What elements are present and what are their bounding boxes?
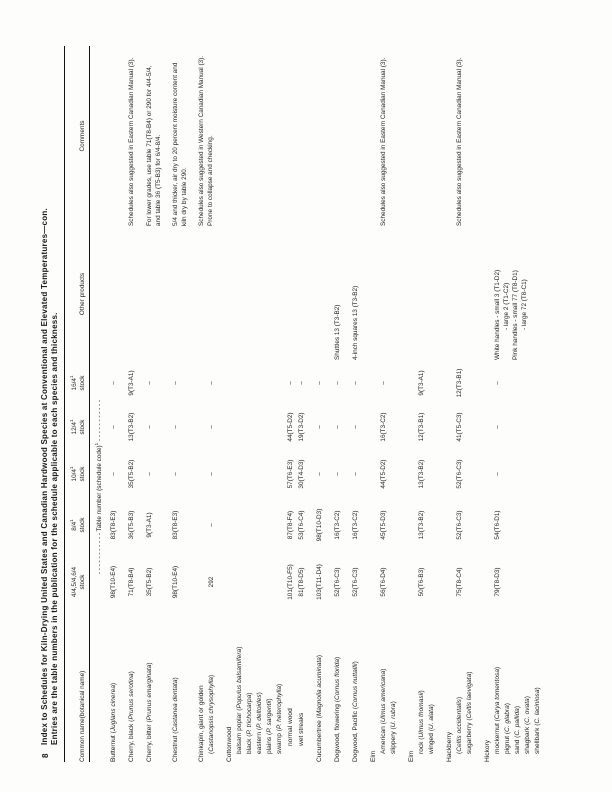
column-header-common-name: Common name(botanical name) [78, 670, 86, 762]
stock-value-cell: – [110, 472, 118, 476]
stock-value-cell: 19(T3-D2) [298, 412, 306, 442]
comment-line: Schedules also suggested in Eastern Canadian Manual (3). [456, 57, 464, 226]
species-name-line: Cherry, black (Prunus serotina) [128, 671, 136, 762]
stock-value-cell [225, 498, 285, 552]
column-header-stock-10-4: $10/4^1$ stock [69, 466, 86, 482]
stock-value-cell: 53(T6-C4) [298, 510, 306, 540]
stock-value-cell: 98(T10-D3) [316, 508, 324, 542]
species-name-line: balsam poplar (Populus balsamifera) [236, 646, 244, 754]
comments-cell [145, 46, 163, 226]
stock-value-cell: 71(T8-B4) [128, 567, 136, 597]
column-header-stock-4-4: 4/4,5/4,6/4 stock [71, 566, 86, 598]
stock-value-cell: 52(T6-C3) [456, 459, 464, 489]
other-products-cell [351, 226, 361, 362]
species-name-line: black (P. trichocarpa) [246, 692, 254, 754]
stock-value-cell [225, 362, 285, 404]
other-products-line: 4-inch squares 13 (T3-B2) [352, 285, 360, 360]
stock-value-cell: 292 [208, 576, 216, 588]
comment-line: Schedules also suggested in Western Canadian Manual (3). [198, 55, 206, 226]
other-products-line: Shuttles 13 (T3-B2) [334, 304, 342, 360]
stock-value-cell: 9(T3-A1) [146, 512, 154, 538]
comment-line: Schedules also suggested in Eastern Canadian Manual (3). [128, 57, 136, 226]
comments-cell [369, 46, 399, 226]
other-products-cell [407, 226, 437, 362]
comments-cell [286, 46, 296, 226]
stock-value-cell: 12(T3-B1) [418, 412, 426, 442]
column-header-comments: Comments [78, 120, 86, 152]
table-title [40, 85, 60, 745]
species-name-line: Cottonwood [226, 726, 234, 762]
table-row [286, 46, 296, 762]
species-name-line: rock (Ulmus thomasii) [418, 690, 426, 754]
species-name-line: sugarberry (Celtis laevigata) [466, 671, 474, 754]
other-products-cell [109, 226, 119, 362]
other-products-cell [445, 226, 475, 362]
other-products-cell [145, 226, 163, 362]
stock-value-cell: – [316, 472, 324, 476]
stock-value-cell: – [172, 381, 180, 385]
species-name-line: (Castanopsis chrysophylla) [208, 674, 216, 754]
other-products-line: - large 72 (T8-C1) [521, 279, 529, 330]
table-header-row [64, 46, 90, 762]
comment-line: Schedules also suggested in Eastern Canadian Manual (3). [380, 57, 388, 226]
other-products-line: - large 2 (T1-C2) [503, 282, 511, 330]
comments-cell [109, 46, 119, 226]
stock-value-cell: 103(T11-D4) [316, 564, 324, 600]
species-name-cell [109, 612, 119, 762]
species-name-line: Elm [370, 750, 378, 762]
species-name-line: winged (U. alata) [428, 704, 436, 754]
comments-cell [333, 46, 343, 226]
comments-cell [351, 46, 361, 226]
other-products-cell [483, 226, 543, 362]
comments-cell [445, 46, 475, 226]
schedule-code-note-row [93, 46, 104, 762]
table-body [109, 46, 543, 762]
stock-value-cell: – [208, 381, 216, 385]
stock-value-cell: 52(T6-C3) [334, 567, 342, 597]
stock-value-cell: 98(T10-E4) [110, 565, 118, 599]
stock-value-cell: 36(T5-B3) [128, 510, 136, 540]
comments-cell [483, 46, 543, 226]
table-row [197, 46, 217, 762]
stock-value-cell: – [494, 425, 502, 429]
table-row [225, 46, 285, 762]
comment-line: kiln dry by table 290. [181, 167, 189, 226]
species-name-line: wet streaks [298, 712, 306, 746]
stock-value-cell: 9(T3-A1) [418, 370, 426, 396]
comments-cell [315, 46, 325, 226]
table-row [315, 46, 325, 762]
stock-value-cell: 44(T5-D2) [380, 459, 388, 489]
species-name-cell [369, 612, 399, 762]
species-name-line: Dogwood, Pacific (Cornus nuttallii) [352, 661, 360, 762]
stock-value-cell: 56(T6-D4) [380, 567, 388, 597]
stock-value-cell: 52(T6-C3) [456, 510, 464, 540]
species-name-line: Cucumbertree (Magnolia acuminata) [316, 654, 324, 762]
species-name-line: eastern (P. deltoides) [256, 692, 264, 754]
comments-cell [407, 46, 437, 226]
other-products-cell [369, 226, 399, 362]
species-name-cell [351, 612, 361, 762]
comments-cell [297, 46, 307, 226]
stock-value-cell: 41(T5-C3) [456, 412, 464, 442]
stock-value-cell: – [208, 425, 216, 429]
stock-value-cell: 35(T5-B2) [128, 459, 136, 489]
stock-value-cell: 9(T3-A1) [128, 370, 136, 396]
other-products-cell [225, 226, 285, 362]
stock-value-cell: – [146, 472, 154, 476]
table-row [109, 46, 119, 762]
species-name-cell [197, 612, 217, 762]
stock-value-cell: – [352, 472, 360, 476]
stock-value-cell: – [287, 381, 295, 385]
species-name-cell [145, 612, 163, 762]
stock-value-cell: 75(T8-C4) [456, 567, 464, 597]
stock-value-cell: 13(T3-B2) [128, 412, 136, 442]
stock-value-cell: – [380, 381, 388, 385]
other-products-line: White handles - small 3 (T1-D2) [494, 269, 502, 360]
species-name-line: Chestnut (Castanea dentata) [172, 677, 180, 762]
stock-value-cell: 45(T5-D3) [380, 510, 388, 540]
species-name-cell [286, 612, 296, 762]
comments-cell [171, 46, 189, 226]
title-line-2: Entries are the table numbers in the publication for the schedule applicable to each species and thickness. [50, 312, 59, 745]
comments-cell [225, 46, 285, 226]
stock-value-cell: – [352, 425, 360, 429]
stock-value-cell: – [208, 523, 216, 527]
stock-value-cell: 57(T6-E3) [287, 459, 295, 489]
species-name-cell [445, 612, 475, 762]
stock-value-cell: – [316, 425, 324, 429]
species-name-line: Hackberry [446, 731, 454, 762]
stock-value-cell [225, 552, 285, 612]
comment-line: and table 36 (T5-B3) for 6/4-8/4. [155, 134, 163, 226]
table-row [445, 46, 475, 762]
stock-value-cell: 83(T8-E3) [110, 510, 118, 540]
species-name-line: pignut (C. glabra) [504, 703, 512, 754]
species-name-line: Butternut (Juglans cinerea) [110, 682, 118, 762]
species-name-line: shellbark (C. laciniosa) [534, 687, 542, 754]
comment-line: 5/4 and thicker, air dry to 20 percent moisture content and [172, 62, 180, 226]
stock-value-cell: – [494, 472, 502, 476]
species-name-line: Elm [408, 750, 416, 762]
species-name-line: mockernut (Carya tomentosa) [494, 666, 502, 754]
stock-value-cell: – [494, 381, 502, 385]
stock-value-cell: 16(T3-C2) [352, 510, 360, 540]
stock-value-cell: – [110, 381, 118, 385]
table-row [369, 46, 399, 762]
stock-value-cell: 44(T5-D2) [287, 412, 295, 442]
page-number: 8 [41, 753, 50, 758]
table-row [127, 46, 137, 762]
stock-value-cell: – [172, 425, 180, 429]
stock-value-cell: – [146, 381, 154, 385]
title-line-1: Index to Schedules for Kiln-Drying United States and Canadian Hardwood Species at Conventional and Elevated Temperatures—con. [40, 208, 49, 745]
other-products-cell [315, 226, 325, 362]
species-name-line: Dogwood, flowering (Cornus florida) [334, 656, 342, 762]
species-name-line: slippery (U. rubra) [390, 701, 398, 754]
stock-value-cell: 83(T8-E3) [172, 510, 180, 540]
species-name-line: shagbark (C. ovata) [524, 696, 532, 754]
table-row [333, 46, 343, 762]
other-products-cell [333, 226, 343, 362]
species-name-line: American (Ulmus americana) [380, 668, 388, 754]
species-name-line: (Celtis occidentalis) [456, 696, 464, 754]
species-name-cell [171, 612, 189, 762]
species-name-line: swamp (P. heterophylla) [276, 683, 284, 754]
stock-value-cell [225, 450, 285, 498]
stock-value-cell: – [334, 425, 342, 429]
stock-value-cell: 87(T8-F4) [287, 510, 295, 540]
species-name-line: Chinkapin, giant or golden [198, 685, 206, 762]
species-name-cell [407, 612, 437, 762]
table-row [145, 46, 163, 762]
table-row [483, 46, 543, 762]
comment-line: Prone to collapse and checking. [207, 135, 215, 226]
species-name-cell [127, 612, 137, 762]
stock-value-cell: 16(T3-C2) [380, 412, 388, 442]
stock-value-cell: 54(T6-D1) [494, 510, 502, 540]
stock-value-cell: 98(T10-E4) [172, 565, 180, 599]
stock-value-cell: – [172, 472, 180, 476]
stock-value-cell: 35(T5-B2) [146, 567, 154, 597]
stock-value-cell: – [208, 472, 216, 476]
comment-line: For lower grades, use table 71(T8-B4) or 290 for 4/4-5/4, [146, 65, 154, 226]
comments-cell [197, 46, 217, 226]
species-name-cell [297, 612, 307, 762]
species-name-line: Hickory [484, 740, 492, 762]
species-name-cell [333, 612, 343, 762]
stock-value-cell: 13(T3-B2) [418, 459, 426, 489]
column-header-stock-12-4: $12/4^1$ stock [69, 419, 86, 435]
stock-value-cell: 50(T6-B3) [418, 567, 426, 597]
stock-value-cell: 16(T3-C2) [334, 510, 342, 540]
species-name-line: sand (C. pallida) [514, 705, 522, 754]
species-name-line: Cherry, bitter (Prunus emarginata) [146, 662, 154, 762]
table-row [297, 46, 307, 762]
stock-value-cell: 13(T3-B2) [418, 510, 426, 540]
other-products-cell [197, 226, 217, 362]
stock-value-cell: – [110, 425, 118, 429]
species-name-line: plains (P. sargentii) [266, 698, 274, 754]
other-products-cell [127, 226, 137, 362]
stock-value-cell [225, 404, 285, 450]
stock-value-cell: – [334, 472, 342, 476]
stock-value-cell: – [334, 381, 342, 385]
stock-value-cell: 12(T3-B1) [456, 368, 464, 398]
species-name-cell [315, 612, 325, 762]
index-table [64, 46, 551, 762]
table-row [351, 46, 361, 762]
species-name-cell [225, 612, 285, 762]
schedule-code-note: - - - - - - - - - - - Table number (schedule code)$^1$ - - - - - - - - - - - [94, 399, 104, 575]
other-products-cell [171, 226, 189, 362]
column-header-stock-16-4: $16/4^1$ stock [69, 375, 86, 391]
stock-value-cell: 52(T6-C3) [352, 567, 360, 597]
table-row [171, 46, 189, 762]
column-header-stock-8-4: $8/4^1$ stock [69, 517, 86, 533]
species-name-line: normal wood [287, 708, 295, 746]
column-header-other-products: Other products [78, 272, 86, 316]
stock-value-cell: 81(T8-D5) [298, 567, 306, 597]
other-products-line: Pink handles - small 77 (T8-D1) [512, 270, 520, 360]
comments-cell [127, 46, 137, 226]
stock-value-cell: 30(T4-D3) [298, 459, 306, 489]
table-row [407, 46, 437, 762]
stock-value-cell: – [352, 381, 360, 385]
stock-value-cell: – [316, 381, 324, 385]
other-products-cell [297, 226, 307, 362]
stock-value-cell: – [298, 381, 306, 385]
stock-value-cell: 101(T10-F5) [287, 564, 295, 600]
species-name-cell [483, 612, 543, 762]
stock-value-cell: 79(T8-D3) [494, 567, 502, 597]
stock-value-cell: – [146, 425, 154, 429]
other-products-cell [286, 226, 296, 362]
